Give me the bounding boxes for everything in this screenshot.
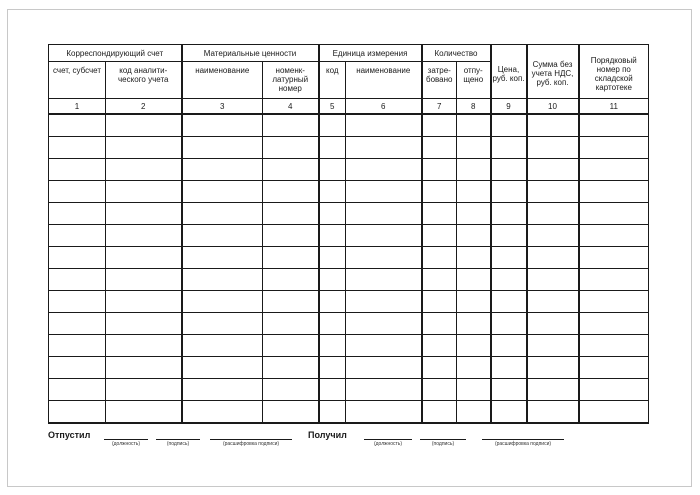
table-cell[interactable] [457,159,491,181]
table-cell[interactable] [263,159,319,181]
table-cell[interactable] [49,225,106,247]
table-cell[interactable] [346,137,422,159]
table-cell[interactable] [346,181,422,203]
table-row [49,401,649,424]
col-number: 3 [182,99,263,115]
table-cell[interactable] [263,291,319,313]
table-cell[interactable] [457,247,491,269]
col-price: Цена, руб. коп. [491,45,527,99]
table-cell[interactable] [491,137,527,159]
released-decoding-caption: (расшифровка подписи) [222,441,280,447]
received-decoding-caption: (расшифровка подписи) [494,441,552,447]
table-cell[interactable] [422,291,457,313]
table-cell[interactable] [263,379,319,401]
table-cell[interactable] [346,291,422,313]
col-number: 6 [346,99,422,115]
table-cell[interactable] [319,357,346,379]
table-cell[interactable] [491,114,527,137]
table-cell[interactable] [527,225,579,247]
table-cell[interactable] [319,401,346,424]
group-unit: Единица измерения [319,45,422,62]
table-cell[interactable] [182,203,263,225]
table-row [49,291,649,313]
table-cell[interactable] [263,137,319,159]
table-cell[interactable] [106,181,182,203]
table-cell[interactable] [422,159,457,181]
table-cell[interactable] [182,269,263,291]
table-cell[interactable] [491,401,527,424]
table-cell[interactable] [263,313,319,335]
table-cell[interactable] [491,269,527,291]
table-cell[interactable] [422,313,457,335]
table-cell[interactable] [182,181,263,203]
table-cell[interactable] [106,335,182,357]
table-cell[interactable] [527,357,579,379]
table-cell[interactable] [49,357,106,379]
table-cell[interactable] [49,313,106,335]
table-cell[interactable] [319,181,346,203]
table-cell[interactable] [49,379,106,401]
table-cell[interactable] [263,335,319,357]
table-cell[interactable] [491,203,527,225]
table-row [49,225,649,247]
col-nomenclature: номенк-латурный номер [263,62,319,99]
table-cell[interactable] [319,114,346,137]
table-cell[interactable] [579,401,649,424]
table-cell[interactable] [263,247,319,269]
table-cell[interactable] [106,291,182,313]
table-cell[interactable] [527,247,579,269]
table-cell[interactable] [422,114,457,137]
table-cell[interactable] [457,335,491,357]
table-cell[interactable] [182,357,263,379]
table-cell[interactable] [346,269,422,291]
table-cell[interactable] [457,313,491,335]
table-cell[interactable] [527,269,579,291]
released-decoding-line[interactable] [210,439,292,440]
table-cell[interactable] [106,379,182,401]
col-number: 9 [491,99,527,115]
table-cell[interactable] [49,203,106,225]
table-row [49,159,649,181]
table-cell[interactable] [457,225,491,247]
table-cell[interactable] [182,114,263,137]
table-cell[interactable] [579,379,649,401]
table-row [49,203,649,225]
table-row [49,379,649,401]
requisition-table [48,44,649,424]
table-cell[interactable] [527,203,579,225]
table-cell[interactable] [319,225,346,247]
received-position-line[interactable] [364,439,412,440]
table-row [49,137,649,159]
table-cell[interactable] [182,137,263,159]
group-quantity: Количество [422,45,491,62]
table-row [49,313,649,335]
table-cell[interactable] [491,313,527,335]
table-cell[interactable] [49,247,106,269]
table-cell[interactable] [182,401,263,424]
table-cell[interactable] [49,137,106,159]
table-cell[interactable] [49,159,106,181]
table-cell[interactable] [422,269,457,291]
released-label: Отпустил [48,430,91,440]
table-cell[interactable] [49,291,106,313]
table-cell[interactable] [422,335,457,357]
table-cell[interactable] [527,291,579,313]
table-row [49,357,649,379]
col-sum: Сумма без учета НДС, руб. коп. [527,45,579,99]
table-cell[interactable] [457,401,491,424]
table-cell[interactable] [182,335,263,357]
table-cell[interactable] [182,225,263,247]
received-decoding-line[interactable] [482,439,564,440]
table-cell[interactable] [457,114,491,137]
table-cell[interactable] [182,159,263,181]
table-cell[interactable] [346,114,422,137]
table-cell[interactable] [319,137,346,159]
col-unit-code: код [319,62,346,99]
table-row [49,269,649,291]
released-position-caption: (должность) [111,441,141,447]
table-cell[interactable] [49,401,106,424]
col-number: 2 [106,99,182,115]
table-row [49,335,649,357]
table-cell[interactable] [457,291,491,313]
table-cell[interactable] [527,159,579,181]
group-material-values: Материальные ценности [182,45,319,62]
table-cell[interactable] [579,137,649,159]
received-signature-caption: (подпись) [431,441,455,447]
col-number: 4 [263,99,319,115]
received-position-caption: (должность) [373,441,403,447]
col-number: 1 [49,99,106,115]
table-row [49,247,649,269]
col-number: 10 [527,99,579,115]
table-cell[interactable] [346,357,422,379]
received-signature-line[interactable] [420,439,466,440]
table-cell[interactable] [491,357,527,379]
table-cell[interactable] [346,379,422,401]
table-cell[interactable] [579,114,649,137]
table-cell[interactable] [457,357,491,379]
table-cell[interactable] [263,269,319,291]
table-cell[interactable] [579,203,649,225]
table-cell[interactable] [422,247,457,269]
table-cell[interactable] [457,379,491,401]
table-cell[interactable] [491,335,527,357]
table-cell[interactable] [106,269,182,291]
table-cell[interactable] [263,357,319,379]
table-cell[interactable] [106,203,182,225]
column-numbers-row [49,99,649,115]
table-cell[interactable] [319,379,346,401]
table-cell[interactable] [319,247,346,269]
table-cell[interactable] [319,269,346,291]
table-cell[interactable] [527,401,579,424]
table-cell[interactable] [491,379,527,401]
table-row [49,114,649,137]
col-number: 11 [579,99,649,115]
table-cell[interactable] [579,181,649,203]
table-cell[interactable] [422,379,457,401]
table-cell[interactable] [346,335,422,357]
table-cell[interactable] [422,401,457,424]
released-position-line[interactable] [104,439,148,440]
table-cell[interactable] [106,357,182,379]
col-released: отпу-щено [457,62,491,99]
table-cell[interactable] [106,313,182,335]
table-cell[interactable] [346,203,422,225]
table-cell[interactable] [319,203,346,225]
group-corr-account: Корреспондирующий счет [49,45,182,62]
table-cell[interactable] [106,225,182,247]
table-cell[interactable] [491,247,527,269]
table-cell[interactable] [182,247,263,269]
table-cell[interactable] [457,203,491,225]
col-requested: затре-бовано [422,62,457,99]
table-cell[interactable] [106,137,182,159]
table-cell[interactable] [106,114,182,137]
table-cell[interactable] [263,181,319,203]
released-signature-line[interactable] [156,439,200,440]
table-cell[interactable] [346,401,422,424]
table-cell[interactable] [527,379,579,401]
table-cell[interactable] [579,269,649,291]
table-cell[interactable] [579,357,649,379]
table-cell[interactable] [319,291,346,313]
table-cell[interactable] [457,181,491,203]
table-cell[interactable] [182,379,263,401]
table-cell[interactable] [319,159,346,181]
table-cell[interactable] [346,313,422,335]
table-cell[interactable] [49,181,106,203]
col-number: 8 [457,99,491,115]
table-cell[interactable] [182,291,263,313]
table-cell[interactable] [263,401,319,424]
table-cell[interactable] [491,225,527,247]
table-cell[interactable] [527,335,579,357]
table-cell[interactable] [491,181,527,203]
table-cell[interactable] [263,225,319,247]
col-mat-name: наименование [182,62,263,99]
table-cell[interactable] [491,291,527,313]
table-cell[interactable] [263,114,319,137]
table-cell[interactable] [182,313,263,335]
table-row [49,181,649,203]
table-cell[interactable] [527,181,579,203]
table-cell[interactable] [457,137,491,159]
table-cell[interactable] [49,114,106,137]
table-cell[interactable] [579,159,649,181]
table-cell[interactable] [422,137,457,159]
table-cell[interactable] [346,247,422,269]
col-analytic-code: код аналити-ческого учета [106,62,182,99]
table-cell[interactable] [49,269,106,291]
table-cell[interactable] [527,114,579,137]
col-card-number: Порядковый номер по складской картотеке [579,45,649,99]
table-cell[interactable] [527,313,579,335]
table-cell[interactable] [106,401,182,424]
col-unit-name: наименование [346,62,422,99]
table-cell[interactable] [579,313,649,335]
table-cell[interactable] [422,203,457,225]
table-cell[interactable] [579,247,649,269]
table-cell[interactable] [263,203,319,225]
table-cell[interactable] [106,247,182,269]
table-cell[interactable] [579,335,649,357]
table-cell[interactable] [579,225,649,247]
table-cell[interactable] [457,269,491,291]
table-cell[interactable] [346,159,422,181]
col-number: 7 [422,99,457,115]
received-label: Получил [308,430,347,440]
table-cell[interactable] [346,225,422,247]
table-cell[interactable] [49,335,106,357]
table-cell[interactable] [319,335,346,357]
col-number: 5 [319,99,346,115]
col-account: счет, субсчет [49,62,106,99]
table-cell[interactable] [527,137,579,159]
table-cell[interactable] [491,159,527,181]
table-cell[interactable] [422,181,457,203]
table-cell[interactable] [106,159,182,181]
table-cell[interactable] [422,225,457,247]
table-cell[interactable] [579,291,649,313]
table-cell[interactable] [422,357,457,379]
table-cell[interactable] [319,313,346,335]
released-signature-caption: (подпись) [166,441,190,447]
